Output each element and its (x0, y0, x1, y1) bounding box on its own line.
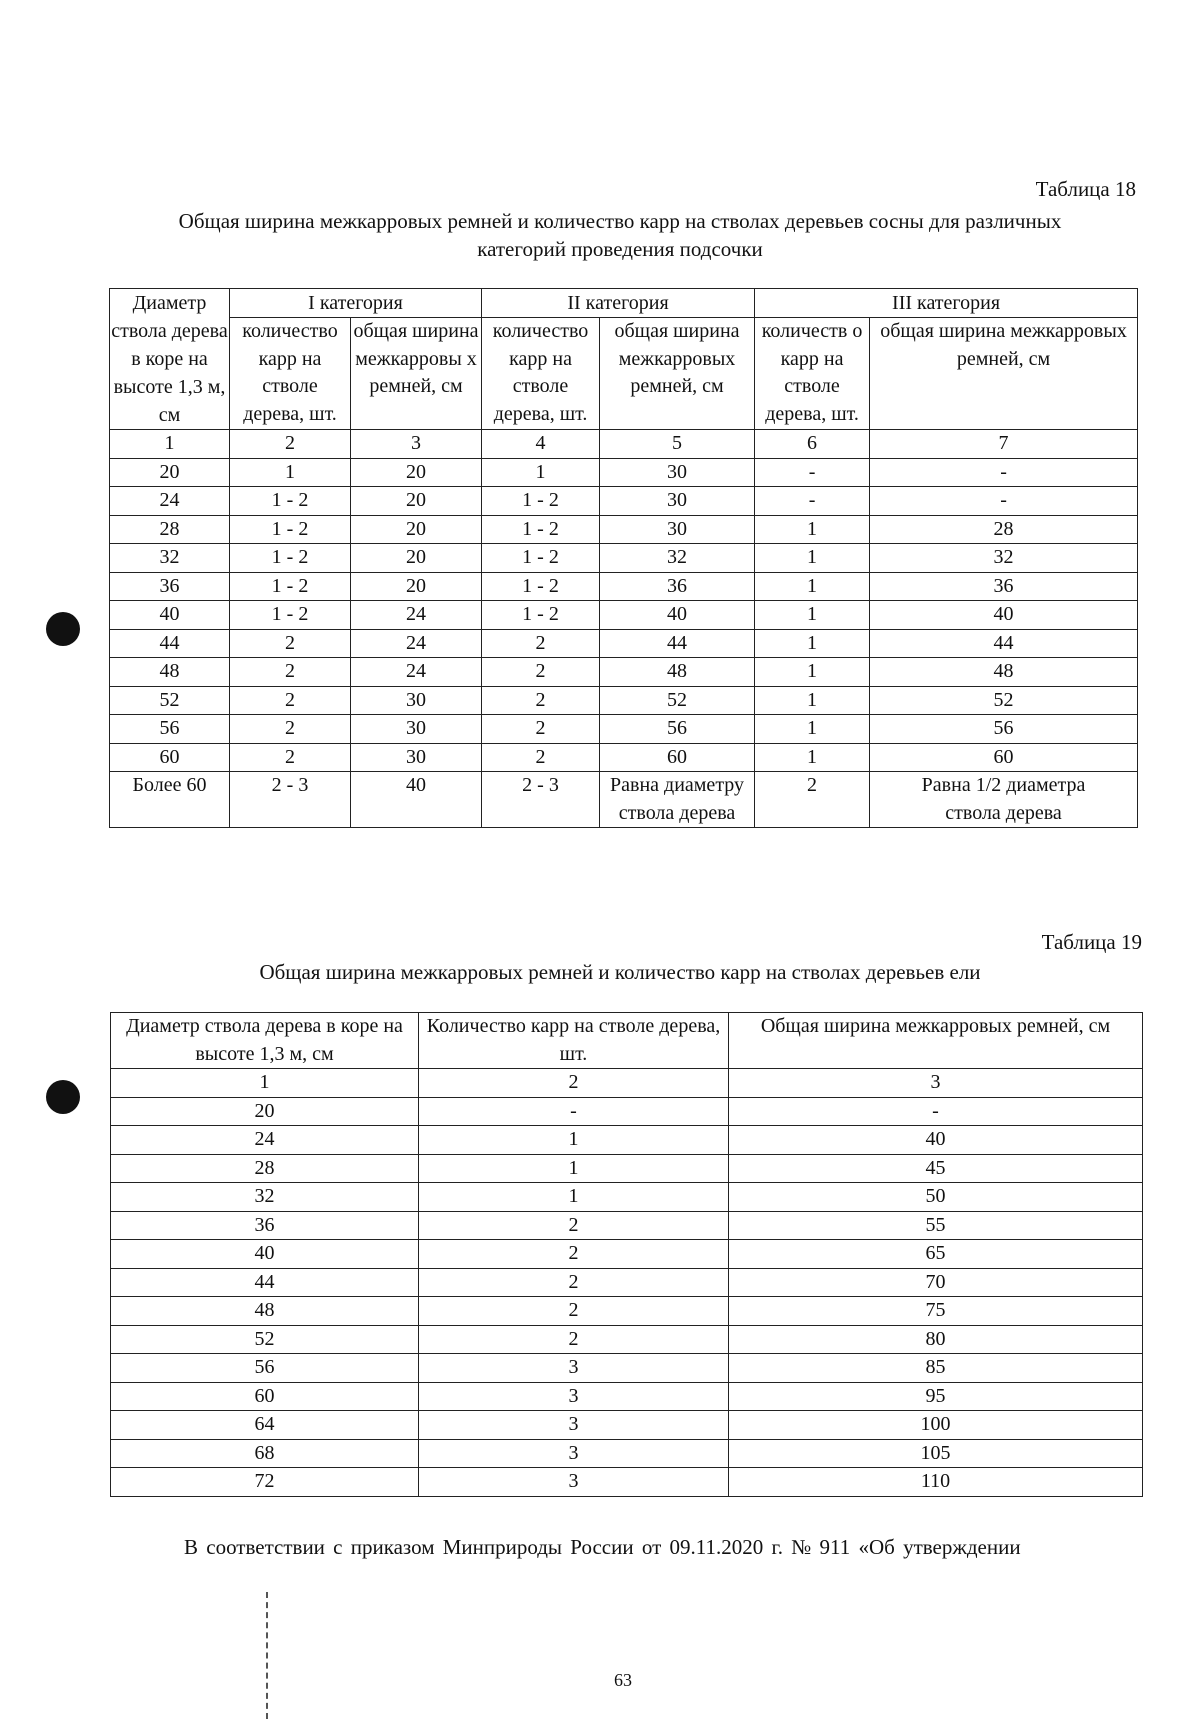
table-cell: 75 (729, 1297, 1143, 1326)
table18-caption-line2: категорий проведения подсочки (477, 237, 763, 261)
table19-header-diameter: Диаметр ствола дерева в коре на высоте 1,3 м, см (111, 1013, 419, 1069)
table-cell: 44 (110, 629, 230, 658)
table18-header-cat3-count: количеств о карр на стволе дерева, шт. (755, 318, 870, 430)
table-cell: 60 (870, 743, 1138, 772)
table-cell: - (419, 1097, 729, 1126)
table18 (109, 288, 1138, 828)
table19-caption: Общая ширина межкарровых ремней и количество карр на стволах деревьев ели (259, 960, 981, 984)
table-cell: 2 (230, 715, 351, 744)
table-cell: 44 (111, 1268, 419, 1297)
table-cell: 24 (110, 487, 230, 516)
table-cell: 36 (111, 1211, 419, 1240)
table-cell: 2 (419, 1268, 729, 1297)
table19-number-row (111, 1069, 1143, 1098)
table-cell: 2 (419, 1211, 729, 1240)
table-row (111, 1439, 1143, 1468)
table18-header-category-2: II категория (482, 289, 755, 318)
table18-header-cat3-width: общая ширина межкарровых ремней, см (870, 318, 1138, 430)
table-cell: 2 (230, 743, 351, 772)
table19-col-number: 1 (111, 1069, 419, 1098)
table18-caption-line1: Общая ширина межкарровых ремней и количество карр на стволах деревьев сосны для различных (178, 209, 1062, 233)
table-row (111, 1268, 1143, 1297)
table-cell: 3 (419, 1354, 729, 1383)
table-cell: 36 (870, 572, 1138, 601)
table-cell: - (870, 487, 1138, 516)
table-cell: 32 (111, 1183, 419, 1212)
table-cell: 48 (870, 658, 1138, 687)
table-row (111, 1183, 1143, 1212)
table-cell: 2 (755, 772, 870, 828)
table-cell: 40 (729, 1126, 1143, 1155)
table19 (110, 1012, 1143, 1497)
table-cell: 80 (729, 1325, 1143, 1354)
table-cell: 56 (111, 1354, 419, 1383)
table-cell: 1 (419, 1126, 729, 1155)
table18-header-cat2-count: количество карр на стволе дерева, шт. (482, 318, 600, 430)
table-cell: 20 (351, 515, 482, 544)
table-cell: 2 (482, 629, 600, 658)
table-cell: 32 (600, 544, 755, 573)
table-cell: 2 - 3 (230, 772, 351, 828)
table-cell: 105 (729, 1439, 1143, 1468)
table-cell: 1 (755, 515, 870, 544)
table-row (111, 1354, 1143, 1383)
table-cell: 85 (729, 1354, 1143, 1383)
table-cell: 2 (482, 658, 600, 687)
table-row (111, 1154, 1143, 1183)
table-cell: 2 (230, 686, 351, 715)
table-cell: 1 (230, 458, 351, 487)
table-cell: 52 (111, 1325, 419, 1354)
table-cell: 1 (419, 1154, 729, 1183)
table-cell: 32 (870, 544, 1138, 573)
table-cell: 30 (351, 686, 482, 715)
table-cell: 2 (482, 743, 600, 772)
table-row (110, 601, 1138, 630)
table-cell: 110 (729, 1468, 1143, 1497)
table-cell: 65 (729, 1240, 1143, 1269)
table-cell: 1 - 2 (230, 515, 351, 544)
table-row (110, 686, 1138, 715)
table-cell: 56 (870, 715, 1138, 744)
table-cell: 24 (351, 601, 482, 630)
table-row (111, 1411, 1143, 1440)
table-cell: - (755, 487, 870, 516)
table-cell: Равна 1/2 диаметра ствола дерева (870, 772, 1138, 828)
binder-hole-bottom (46, 1080, 80, 1114)
table18-col-number: 6 (755, 430, 870, 459)
table-cell: 30 (600, 458, 755, 487)
table-row (110, 629, 1138, 658)
table18-header-category-3: III категория (755, 289, 1138, 318)
table-cell: 1 (755, 572, 870, 601)
table-cell: 30 (600, 515, 755, 544)
table-cell: - (755, 458, 870, 487)
table-cell: 50 (729, 1183, 1143, 1212)
table-cell: 3 (419, 1382, 729, 1411)
table-cell: 52 (600, 686, 755, 715)
table-cell: Равна диаметру ствола дерева (600, 772, 755, 828)
table-cell: 24 (351, 658, 482, 687)
table-cell: Более 60 (110, 772, 230, 828)
table-cell: 44 (870, 629, 1138, 658)
table-cell: 40 (600, 601, 755, 630)
table-row (111, 1240, 1143, 1269)
table-cell: 1 (755, 715, 870, 744)
table-cell: 64 (111, 1411, 419, 1440)
table-cell: 20 (110, 458, 230, 487)
table-cell: 48 (110, 658, 230, 687)
table-cell: 56 (110, 715, 230, 744)
table-cell: 1 (755, 544, 870, 573)
table-cell: 1 - 2 (230, 544, 351, 573)
table-cell: 40 (111, 1240, 419, 1269)
table18-col-number: 5 (600, 430, 755, 459)
table-cell: 28 (870, 515, 1138, 544)
table-cell: 48 (111, 1297, 419, 1326)
table18-header-cat1-count: количество карр на стволе дерева, шт. (230, 318, 351, 430)
table-cell: 20 (351, 487, 482, 516)
table-cell: 40 (870, 601, 1138, 630)
table18-header-category-1: I категория (230, 289, 482, 318)
table-cell: 1 - 2 (230, 601, 351, 630)
table18-col-number: 2 (230, 430, 351, 459)
table18-header-cat1-width: общая ширина межкарровы х ремней, см (351, 318, 482, 430)
table-cell: 20 (351, 572, 482, 601)
table-cell: 52 (870, 686, 1138, 715)
table-cell: 1 (482, 458, 600, 487)
table-cell: 72 (111, 1468, 419, 1497)
table-cell: 1 (755, 743, 870, 772)
table-row (110, 515, 1138, 544)
table-cell: 1 (755, 686, 870, 715)
table-cell: 1 (419, 1183, 729, 1212)
table18-label: Таблица 18 (1035, 177, 1136, 201)
table-cell: 2 (419, 1240, 729, 1269)
table-cell: 70 (729, 1268, 1143, 1297)
table-cell: 60 (111, 1382, 419, 1411)
table-cell: 2 (419, 1297, 729, 1326)
table-cell: 24 (111, 1126, 419, 1155)
table-cell: 1 - 2 (482, 487, 600, 516)
table19-col-number: 3 (729, 1069, 1143, 1098)
table18-header-diameter: Диаметр ствола дерева в коре на высоте 1,3 м, см (110, 289, 230, 430)
table-cell: 30 (600, 487, 755, 516)
table-cell: 20 (351, 544, 482, 573)
table-cell: 60 (110, 743, 230, 772)
table18-header-cat2-width: общая ширина межкарровых ремней, см (600, 318, 755, 430)
table18-col-number: 3 (351, 430, 482, 459)
table-cell: 36 (110, 572, 230, 601)
table-cell: 100 (729, 1411, 1143, 1440)
table-cell: 24 (351, 629, 482, 658)
table-cell: 28 (111, 1154, 419, 1183)
margin-line (266, 1592, 268, 1719)
table-row (110, 572, 1138, 601)
table-row (111, 1382, 1143, 1411)
binder-hole-top (46, 612, 80, 646)
table-cell: 2 (482, 686, 600, 715)
table18-col-number: 1 (110, 430, 230, 459)
table-cell: 45 (729, 1154, 1143, 1183)
table-row (110, 458, 1138, 487)
table-cell: - (870, 458, 1138, 487)
table-cell: 40 (110, 601, 230, 630)
table-row (111, 1325, 1143, 1354)
table-row (111, 1297, 1143, 1326)
table-cell: 1 (755, 658, 870, 687)
table-cell: 2 (230, 629, 351, 658)
table-cell: 48 (600, 658, 755, 687)
table-cell: 30 (351, 715, 482, 744)
table18-col-number: 4 (482, 430, 600, 459)
body-paragraph: В соответствии с приказом Минприроды России от 09.11.2020 г. № 911 «Об утверждении (184, 1535, 1021, 1559)
table-cell: 60 (600, 743, 755, 772)
table-cell: 2 - 3 (482, 772, 600, 828)
table-row (110, 487, 1138, 516)
table-cell: 68 (111, 1439, 419, 1468)
table-cell: 2 (482, 715, 600, 744)
table-cell: 1 - 2 (230, 487, 351, 516)
table-cell: 55 (729, 1211, 1143, 1240)
table-cell: 40 (351, 772, 482, 828)
table-row (110, 544, 1138, 573)
table-cell: 32 (110, 544, 230, 573)
table-row (111, 1211, 1143, 1240)
table-cell: 44 (600, 629, 755, 658)
table-row (111, 1468, 1143, 1497)
table-cell: 1 (755, 601, 870, 630)
table-cell: 28 (110, 515, 230, 544)
table-cell: 3 (419, 1439, 729, 1468)
table19-label: Таблица 19 (1041, 930, 1142, 954)
table-cell: 20 (351, 458, 482, 487)
table-cell: 1 - 2 (230, 572, 351, 601)
table19-header-count: Количество карр на стволе дерева, шт. (419, 1013, 729, 1069)
table-cell: 1 - 2 (482, 572, 600, 601)
table-cell: 2 (419, 1325, 729, 1354)
table-row (111, 1126, 1143, 1155)
table-cell: 3 (419, 1468, 729, 1497)
table-cell: 52 (110, 686, 230, 715)
page-number: 63 (614, 1670, 632, 1690)
table-cell: 30 (351, 743, 482, 772)
table-row (110, 658, 1138, 687)
table-cell: 3 (419, 1411, 729, 1440)
table-row (110, 715, 1138, 744)
table19-header-width: Общая ширина межкарровых ремней, см (729, 1013, 1143, 1069)
table18-number-row (110, 430, 1138, 459)
table-cell: 2 (230, 658, 351, 687)
table-row (111, 1097, 1143, 1126)
table-cell: 1 - 2 (482, 515, 600, 544)
table-cell: - (729, 1097, 1143, 1126)
table-cell: 20 (111, 1097, 419, 1126)
table-cell: 1 - 2 (482, 601, 600, 630)
table19-col-number: 2 (419, 1069, 729, 1098)
table-cell: 95 (729, 1382, 1143, 1411)
table-cell: 1 (755, 629, 870, 658)
table-cell: 1 - 2 (482, 544, 600, 573)
table-cell: 36 (600, 572, 755, 601)
table18-col-number: 7 (870, 430, 1138, 459)
table-row (110, 743, 1138, 772)
table-row (110, 772, 1138, 828)
table-cell: 56 (600, 715, 755, 744)
